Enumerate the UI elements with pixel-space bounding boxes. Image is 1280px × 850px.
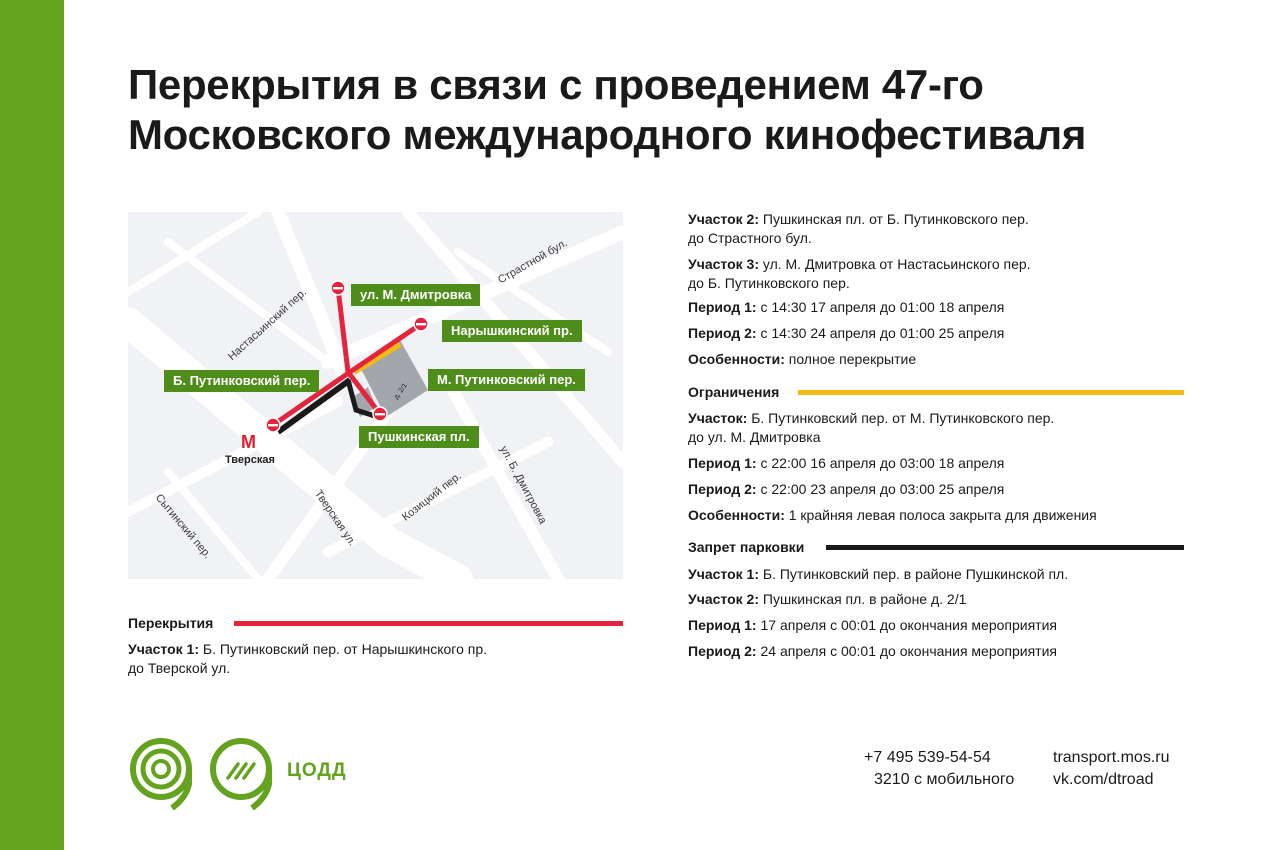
parking-item-1 xyxy=(688,565,1068,584)
mobile-short-number: 3210 с мобильного xyxy=(874,771,1015,788)
parking-period-1-text: 17 апреля с 00:01 до окончания мероприятия xyxy=(760,617,1057,633)
transport-logo-icon xyxy=(128,736,198,812)
closures-rule xyxy=(234,621,623,626)
closure-item-3 xyxy=(688,255,1031,274)
tag-m-dmitrovka: ул. М. Дмитровка xyxy=(351,284,480,306)
tag-b-putinkovsky: Б. Путинковский пер. xyxy=(164,370,319,392)
restrictions-rule xyxy=(798,390,1184,395)
codd-wordmark: ЦОДД xyxy=(287,760,347,781)
closure-period-1-text: с 14:30 17 апреля до 01:00 18 апреля xyxy=(760,299,1005,315)
closure-period-1-label: Период 1: xyxy=(688,299,757,315)
phone-number: +7 495 539-54-54 xyxy=(864,749,991,766)
closure-item-3-text: ул. М. Дмитровка от Настасьинского пер. xyxy=(762,256,1031,272)
left-accent-bar xyxy=(0,0,64,850)
closure-item-3-label: Участок 3: xyxy=(688,256,759,272)
title-line-1: Перекрытия в связи с проведением 47-го xyxy=(128,61,984,108)
restriction-item-label: Участок: xyxy=(688,410,748,426)
vk-link[interactable]: vk.com/dtroad xyxy=(1053,771,1154,788)
restriction-period-1-text: с 22:00 16 апреля до 03:00 18 апреля xyxy=(760,455,1005,471)
parking-period-1-label: Период 1: xyxy=(688,617,757,633)
tag-naryshkinsky: Нарышкинский пр. xyxy=(442,320,582,342)
closure-features xyxy=(688,350,916,369)
restriction-period-1-label: Период 1: xyxy=(688,455,757,471)
restriction-item xyxy=(688,409,1054,428)
closure-period-2 xyxy=(688,324,1004,343)
parking-item-2-text: Пушкинская пл. в районе д. 2/1 xyxy=(762,591,967,607)
restriction-features-text: 1 крайняя левая полоса закрыта для движения xyxy=(788,507,1097,523)
restriction-item-cont: до ул. М. Дмитровка xyxy=(688,429,821,445)
closure-item-1 xyxy=(128,640,487,659)
restriction-period-2-label: Период 2: xyxy=(688,481,757,497)
closures-heading: Перекрытия xyxy=(128,615,214,631)
restriction-item-text: Б. Путинковский пер. от М. Путинковского пер. xyxy=(751,410,1055,426)
closure-map xyxy=(128,212,623,579)
closure-period-2-label: Период 2: xyxy=(688,325,757,341)
street-kozitsky: Козицкий пер. xyxy=(400,470,464,524)
restrictions-heading: Ограничения xyxy=(688,384,780,400)
restriction-features-label: Особенности: xyxy=(688,507,785,523)
closure-features-text: полное перекрытие xyxy=(788,351,917,367)
parking-heading: Запрет парковки xyxy=(688,539,805,555)
site-link[interactable]: transport.mos.ru xyxy=(1053,749,1170,766)
page-title xyxy=(128,60,1228,160)
closure-item-3-cont: до Б. Путинковского пер. xyxy=(688,275,850,291)
parking-item-2-label: Участок 2: xyxy=(688,591,759,607)
map-drawing xyxy=(128,212,623,579)
closure-item-2-text: Пушкинская пл. от Б. Путинковского пер. xyxy=(762,211,1029,227)
closure-period-2-text: с 14:30 24 апреля до 01:00 25 апреля xyxy=(760,325,1005,341)
tag-pushkinskaya: Пушкинская пл. xyxy=(359,426,479,448)
street-strastnoy: Страстной бул. xyxy=(496,237,570,287)
restriction-period-1 xyxy=(688,454,1004,473)
restriction-period-2-text: с 22:00 23 апреля до 03:00 25 апреля xyxy=(760,481,1005,497)
parking-item-1-label: Участок 1: xyxy=(688,566,759,582)
closure-item-1-label: Участок 1: xyxy=(128,641,199,657)
closure-item-2 xyxy=(688,210,1029,229)
closure-features-label: Особенности: xyxy=(688,351,785,367)
parking-period-2 xyxy=(688,642,1057,661)
restriction-features xyxy=(688,506,1097,525)
closure-item-2-label: Участок 2: xyxy=(688,211,759,227)
restriction-period-2 xyxy=(688,480,1004,499)
street-nastasyinsky: Настасьинский пер. xyxy=(226,286,310,363)
tag-m-putinkovsky: М. Путинковский пер. xyxy=(428,369,585,391)
title-line-2: Московского международного кинофестиваля xyxy=(128,111,1087,158)
parking-item-2 xyxy=(688,590,966,609)
parking-rule xyxy=(826,545,1184,550)
parking-period-1 xyxy=(688,616,1057,635)
parking-period-2-label: Период 2: xyxy=(688,643,757,659)
closure-item-1-text: Б. Путинковский пер. от Нарышкинского пр. xyxy=(202,641,488,657)
metro-station-label: Тверская xyxy=(225,454,275,466)
codd-logo-icon xyxy=(208,736,278,812)
street-tverskaya: Тверская ул. xyxy=(312,488,359,549)
metro-icon: М xyxy=(241,432,256,452)
parking-item-1-text: Б. Путинковский пер. в районе Пушкинской пл. xyxy=(762,566,1069,582)
closure-item-2-cont: до Страстного бул. xyxy=(688,230,812,246)
house-number-label: д. 2/1 xyxy=(392,382,409,401)
closure-item-1-cont: до Тверской ул. xyxy=(128,660,231,676)
street-sytinsky: Сытинский пер. xyxy=(152,492,214,562)
street-b-dmitrovka: ул. Б. Дмитровка xyxy=(497,444,549,527)
road-upper-left xyxy=(128,212,258,292)
closure-period-1 xyxy=(688,298,1004,317)
parking-period-2-text: 24 апреля с 00:01 до окончания мероприятия xyxy=(760,643,1057,659)
